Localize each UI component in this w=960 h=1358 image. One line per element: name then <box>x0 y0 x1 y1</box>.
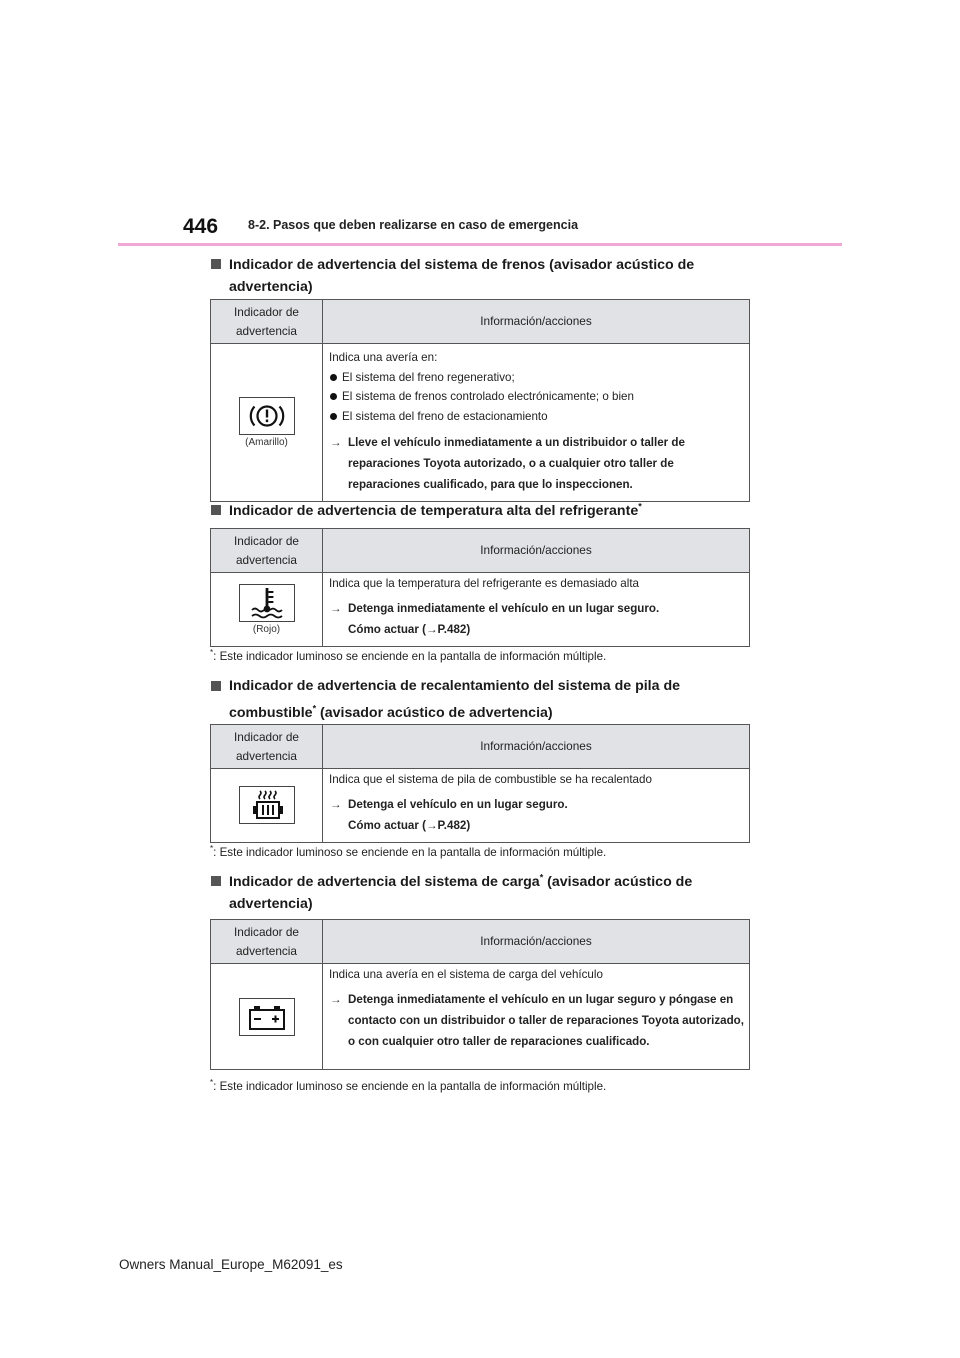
column-header-info: Información/acciones <box>323 300 750 344</box>
coolant-temperature-icon <box>239 584 295 622</box>
footnote: *: Este indicador luminoso se enciende en la pantalla de información múltiple. <box>210 1078 607 1093</box>
action-text: → Detenga el vehículo en un lugar seguro. Cómo actuar (→P.482) <box>329 794 745 836</box>
section-brake-warning <box>210 254 750 298</box>
indicator-cell <box>211 573 323 647</box>
battery-charge-icon <box>239 998 295 1036</box>
table-fuel-cell-warning <box>210 724 750 843</box>
section-title: Indicador de advertencia de temperatura alta del refrigerante* <box>210 500 750 522</box>
column-header-indicator: Indicador de advertencia <box>211 725 323 769</box>
arrow-right-icon: → <box>330 797 342 811</box>
column-header-indicator: Indicador de advertencia <box>211 529 323 573</box>
info-intro: Indica que la temperatura del refrigerante es demasiado alta <box>329 577 639 590</box>
indicator-cell <box>211 344 323 502</box>
table-coolant-warning <box>210 528 750 647</box>
icon-caption: (Amarillo) <box>245 437 288 448</box>
action-text: → Detenga inmediatamente el vehículo en un lugar seguro. Cómo actuar (→P.482) <box>329 598 745 640</box>
footnote: *: Este indicador luminoso se enciende en la pantalla de información múltiple. <box>210 648 607 663</box>
section-charging-warning <box>210 871 750 915</box>
info-cell <box>323 769 750 843</box>
info-intro: Indica que el sistema de pila de combustible se ha recalentado <box>329 773 652 786</box>
arrow-right-icon: → <box>330 992 342 1006</box>
info-intro: Indica una avería en: <box>329 351 438 364</box>
arrow-right-icon: → <box>425 622 438 636</box>
arrow-right-icon: → <box>330 436 342 449</box>
footer-manual-id: Owners Manual_Europe_M62091_es <box>119 1257 343 1272</box>
section-fuel-cell-warning <box>210 673 750 727</box>
fuel-cell-overheat-icon <box>239 786 295 824</box>
arrow-right-icon: → <box>330 601 342 615</box>
list-item: El sistema del freno regenerativo; <box>329 368 745 388</box>
section-title: Indicador de advertencia del sistema de frenos (avisador acústico de advertencia) <box>210 254 750 298</box>
section-title: Indicador de advertencia de recalentamiento del sistema de pila de combustible* (avisador acústico de advertencia) <box>210 673 750 727</box>
list-item: El sistema de frenos controlado electrónicamente; o bien <box>329 387 745 407</box>
square-bullet-icon <box>211 505 221 515</box>
column-header-info: Información/acciones <box>323 725 750 769</box>
indicator-cell <box>211 964 323 1070</box>
footnote: *: Este indicador luminoso se enciende en la pantalla de información múltiple. <box>210 844 607 859</box>
info-cell <box>323 573 750 647</box>
column-header-info: Información/acciones <box>323 529 750 573</box>
brake-exclamation-icon <box>239 397 295 435</box>
column-header-indicator: Indicador de advertencia <box>211 920 323 964</box>
column-header-indicator: Indicador de advertencia <box>211 300 323 344</box>
action-text: → Detenga inmediatamente el vehículo en un lugar seguro y póngase en contacto con un distribuidor o taller de reparaciones Toyota autorizado, o con cualquier otro taller de reparaciones cualificado. <box>329 989 745 1052</box>
column-header-info: Información/acciones <box>323 920 750 964</box>
list-item: El sistema del freno de estacionamiento <box>329 407 745 427</box>
info-intro: Indica una avería en el sistema de carga del vehículo <box>329 968 603 981</box>
table-brake-warning <box>210 299 750 502</box>
table-charging-warning <box>210 919 750 1070</box>
indicator-cell <box>211 769 323 843</box>
info-cell <box>323 964 750 1070</box>
chapter-title: 8-2. Pasos que deben realizarse en caso de emergencia <box>248 218 579 232</box>
square-bullet-icon <box>211 259 221 269</box>
action-text: → Lleve el vehículo inmediatamente a un distribuidor o taller de reparaciones Toyota autorizado, o a cualquier otro taller de reparaciones cualificado, para que lo inspeccionen. <box>329 432 745 495</box>
info-cell <box>323 344 750 502</box>
arrow-right-icon: → <box>425 818 438 832</box>
icon-caption: (Rojo) <box>252 623 281 635</box>
square-bullet-icon <box>211 876 221 886</box>
square-bullet-icon <box>211 681 221 691</box>
section-coolant-warning <box>210 500 750 522</box>
header-divider <box>118 243 842 246</box>
page-number: 446 <box>183 215 219 238</box>
section-title: Indicador de advertencia del sistema de carga* (avisador acústico de advertencia) <box>210 871 750 915</box>
